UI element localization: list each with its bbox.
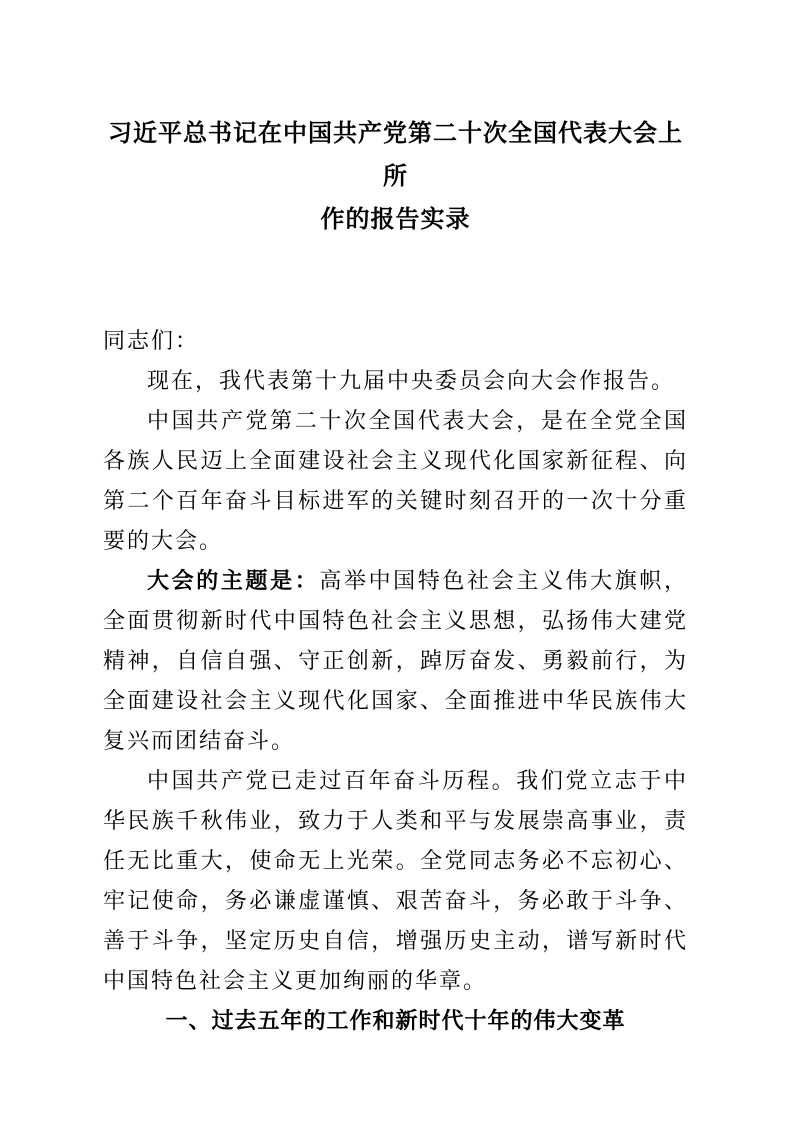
document-title [103,113,688,242]
paragraph-congress-theme [103,561,688,761]
paragraph-theme-text: 高举中国特色社会主义伟大旗帜，全面贯彻新时代中国特色社会主义思想，弘扬伟大建党精神，自信自强、守正创新，踔厉奋发、勇毅前行，为全面建设社会主义现代化国家、全面推进中华民族伟大复兴而团结奋斗。 [103,568,688,753]
document-body [103,321,688,1041]
paragraph-report-intro: 现在，我代表第十九届中央委员会向大会作报告。 [147,368,676,393]
document-title-line-2: 作的报告实录 [320,207,471,233]
paragraph-congress-significance: 中国共产党第二十次全国代表大会，是在全党全国各族人民迈上全面建设社会主义现代化国家新征程、向第二个百年奋斗目标进军的关键时刻召开的一次十分重要的大会。 [103,408,688,553]
paragraph-party-century: 中国共产党已走过百年奋斗历程。我们党立志于中华民族千秋伟业，致力于人类和平与发展崇高事业，责任无比重大，使命无上光荣。全党同志务必不忘初心、牢记使命，务必谦虚谨慎、艰苦奋斗，务必敢于斗争、善于斗争，坚定历史自信，增强历史主动，谱写新时代中国特色社会主义更加绚丽的华章。 [103,768,688,993]
paragraph-lead-bold: 大会的主题是： [147,568,320,593]
section-heading: 一、过去五年的工作和新时代十年的伟大变革 [165,1008,626,1033]
document-title-line-1: 习近平总书记在中国共产党第二十次全国代表大会上所 [108,121,683,190]
salutation: 同志们： [103,328,200,353]
